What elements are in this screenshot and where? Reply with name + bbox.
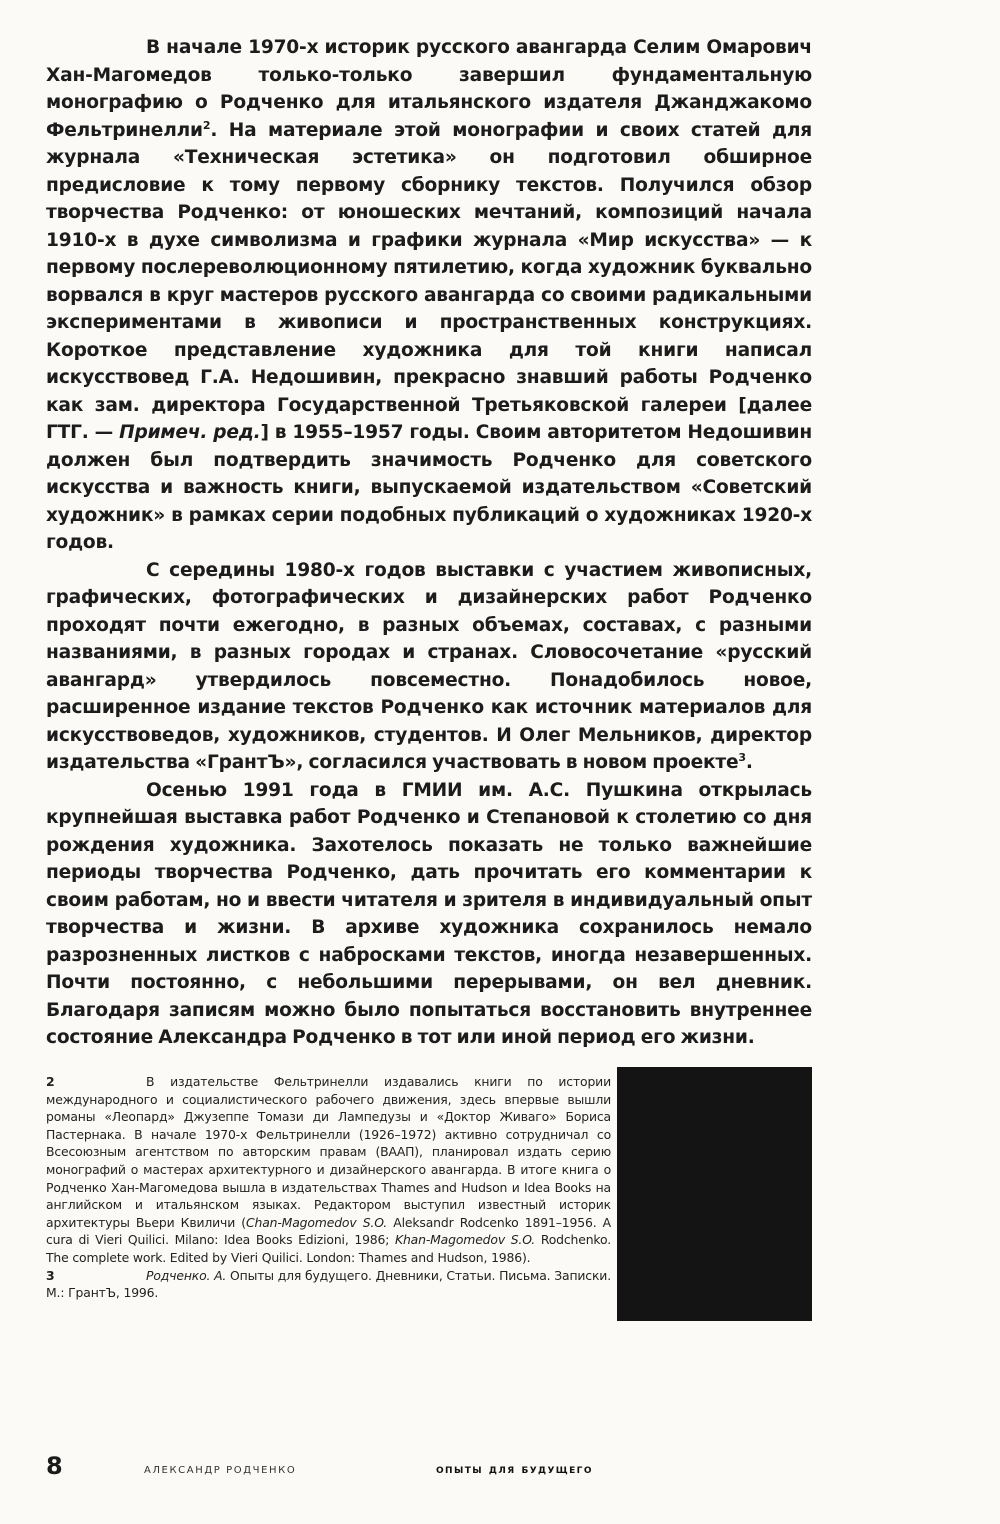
running-title: опыты для будущего	[436, 1462, 593, 1477]
footnote-2: 2 В издательстве Фельтринелли издавались книги по истории международного и социалистического рабочего движения, здесь впервые вышли романы «Леопард» Джузеппе Томази ди Лампедузы и «Доктор Живаго» Бориса Пастернака. В начале 1970-х Фельтринелли (1926–1972) активно сотрудничал со Всесоюзным агентством по авторским правам (ВААП), планировал издать серию монографий о мастерах архитектурного и дизайнерского авангарда. В итоге книга о Родченко Хан-Магомедова вышла в издательствах Thames and Hudson и Idea Books на английском и итальянском языках. Редактором выступил известный историк архитектуры Вьери Квиличи (Chan-Magomedov S.O. Aleksandr Rodcenko 1891–1956. A cura di Vieri Quilici. Milano: Idea Books Edizioni, 1986; Khan-Magomedov S.O. Rodchenko. The complete work. Edited by Vieri Quilici. London: Thames and Hudson, 1986).	[46, 1074, 611, 1265]
footnote-3: 3 Родченко. А. Опыты для будущего. Дневники, Статьи. Письма. Записки. М.: ГрантЪ, 1996.	[46, 1267, 611, 1301]
footnote-number: 3	[46, 1267, 55, 1283]
page-number: 8	[46, 1452, 63, 1480]
black-square-image	[617, 1067, 812, 1321]
footnotes	[46, 1073, 611, 1302]
paragraph-2: С середины 1980-х годов выставки с участием живописных, графических, фотографических и дизайнерских работ Родченко проходят почти ежегодно, в разных объемах, составах, с разными названиями, в разных городах и странах. Словосочетание «русский авангард» утвердилось повсеместно. Понадобилось новое, расширенное издание текстов Родченко как источник материалов для искусствоведов, художников, студентов. И Олег Мельников, директор издательства «ГрантЪ», согласился участвовать в новом проекте$^3$.	[46, 559, 812, 773]
running-author: АЛЕКСАНДР РОДЧЕНКО	[144, 1465, 297, 1476]
footnote-number: 2	[46, 1074, 55, 1089]
footnote-ref-2[interactable]: 2	[202, 118, 211, 132]
paragraph-1: В начале 1970-х историк русского авангарда Селим Омарович Хан-Магомедов только-только завершил фундаментальную монографию о Родченко для итальянского издателя Джанджакомо Фельтринелли$^2$. На материале этой монографии и своих статей для журнала «Техническая эстетика» он подготовил обширное предисловие к тому первому сборнику текстов. Получился обзор творчества Родченко: от юношеских мечтаний, композиций начала 1910-х в духе символизма и графики журнала «Мир искусства» — к первому послереволюционному пятилетию, когда художник буквально ворвался в круг мастеров русского авангарда со своими радикальными экспериментами в живописи и пространственных конструкциях. Короткое представление художника для той книги написал искусствовед Г.А. Недошивин, прекрасно знавший работы Родченко как зам. директора Государственной Третьяковской галереи [далее ГТГ. — Примеч. ред.] в 1955–1957 годы. Своим авторитетом Недошивин должен был подтвердить значимость Родченко для советского искусства и важность книги, выпускаемой издательством «Советский художник» в рамках серии подобных публикаций о художниках 1920-х годов.	[46, 37, 812, 553]
paragraph-3: Осенью 1991 года в ГМИИ им. А.С. Пушкина открылась крупнейшая выставка работ Родченко и Степановой к столетию со дня рождения художника. Захотелось показать не только важнейшие периоды творчества Родченко, дать прочитать его комментарии к своим работам, но и ввести читателя и зрителя в индивидуальный опыт творчества и жизни. В архиве художника сохранилось немало разрозненных листков с набросками текстов, иногда незавершенных. Почти постоянно, с небольшими перерывами, он вел дневник. Благодаря записям можно было попытаться восстановить внутреннее состояние Александра Родченко в тот или иной период его жизни.	[46, 779, 812, 1048]
footnote-ref-3[interactable]: 3	[738, 750, 746, 764]
main-text	[46, 34, 812, 1052]
